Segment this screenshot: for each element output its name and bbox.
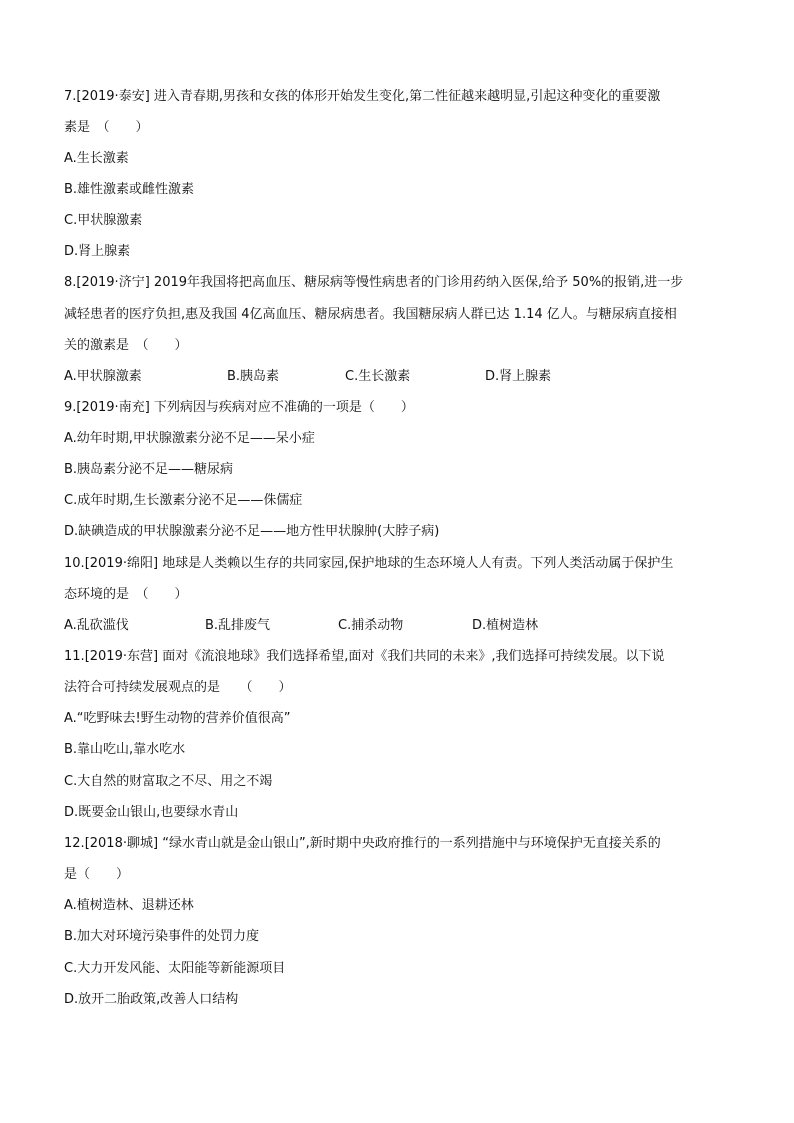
question-source: [2019·南充] xyxy=(76,400,150,415)
question-8-line-1 xyxy=(64,274,683,292)
option-d: D.植树造林 xyxy=(472,618,539,633)
question-stem: 下列病因与疾病对应不准确的一项是（ ） xyxy=(153,400,414,415)
question-number: 11. xyxy=(64,649,85,664)
question-source: [2018·聊城] xyxy=(84,836,159,851)
question-number: 7. xyxy=(64,89,77,104)
option-b: B.雄性激素或雌性激素 xyxy=(64,182,195,197)
option-d: D.放开二胎政策,改善人口结构 xyxy=(64,992,239,1007)
question-number: 10. xyxy=(64,556,85,571)
option-b: B.乱排废气 xyxy=(205,618,271,633)
question-source: [2019·东营] xyxy=(84,649,159,664)
option-c: C.成年时期,生长激素分泌不足——侏儒症 xyxy=(64,493,303,508)
option-a: A.甲状腺激素 xyxy=(64,369,142,384)
option-b: B.加大对环境污染事件的处罚力度 xyxy=(64,929,260,944)
question-stem: 态环境的是 （ ） xyxy=(64,587,188,602)
option-d: D.肾上腺素 xyxy=(64,244,131,259)
question-number: 8. xyxy=(64,275,77,290)
option-c: C.大力开发风能、太阳能等新能源项目 xyxy=(64,961,286,976)
question-stem: 2019年我国将把高血压、糖尿病等慢性病患者的门诊用药纳入医保,给予 50%的报销,进一步 xyxy=(153,275,684,290)
option-a: A.“吃野味去!野生动物的营养价值很高” xyxy=(64,711,291,726)
option-a: A.乱砍滥伐 xyxy=(64,618,129,633)
question-number: 12. xyxy=(64,836,85,851)
question-source: [2019·泰安] xyxy=(76,89,150,104)
question-10-line-1 xyxy=(64,555,673,573)
option-b: B.靠山吃山,靠水吃水 xyxy=(64,742,186,757)
option-b: B.胰岛素分泌不足——糖尿病 xyxy=(64,462,234,477)
option-a: A.生长激素 xyxy=(64,151,129,166)
question-stem: “绿水青山就是金山银山”,新时期中央政府推行的一系列措施中与环境保护无直接关系的 xyxy=(162,836,661,851)
option-c: C.捕杀动物 xyxy=(338,618,404,633)
option-d: D.缺碘造成的甲状腺激素分泌不足——地方性甲状腺肿(大脖子病) xyxy=(64,524,440,539)
option-c: C.生长激素 xyxy=(345,369,411,384)
question-source: [2019·绵阳] xyxy=(84,556,159,571)
question-9-line-1 xyxy=(64,399,414,417)
option-d: D.肾上腺素 xyxy=(485,369,552,384)
question-source: [2019·济宁] xyxy=(76,275,150,290)
question-stem: 法符合可持续发展观点的是 （ ） xyxy=(64,680,292,695)
option-d: D.既要金山银山,也要绿水青山 xyxy=(64,805,239,820)
option-c: C.甲状腺激素 xyxy=(64,213,143,228)
question-stem: 面对《流浪地球》我们选择希望,面对《我们共同的未来》,我们选择可持续发展。以下说 xyxy=(162,649,665,664)
question-stem: 关的激素是 （ ） xyxy=(64,338,188,353)
question-11-line-1 xyxy=(64,648,664,666)
question-7-line-1 xyxy=(64,88,660,106)
option-b: B.胰岛素 xyxy=(227,369,280,384)
option-c: C.大自然的财富取之不尽、用之不竭 xyxy=(64,774,273,789)
option-a: A.植树造林、退耕还林 xyxy=(64,898,194,913)
question-number: 9. xyxy=(64,400,77,415)
question-stem: 减轻患者的医疗负担,惠及我国 4亿高血压、糖尿病患者。我国糖尿病人群已达 1.14 亿人。与糖尿病直接相 xyxy=(64,307,677,322)
option-a: A.幼年时期,甲状腺激素分泌不足——呆小症 xyxy=(64,431,315,446)
question-stem: 地球是人类赖以生存的共同家园,保护地球的生态环境人人有责。下列人类活动属于保护生 xyxy=(162,556,674,571)
question-stem: 进入青春期,男孩和女孩的体形开始发生变化,第二性征越来越明显,引起这种变化的重要激 xyxy=(153,89,661,104)
question-stem: 是（ ） xyxy=(64,867,130,882)
question-stem: 素是 （ ） xyxy=(64,120,149,135)
question-12-line-1 xyxy=(64,835,661,853)
